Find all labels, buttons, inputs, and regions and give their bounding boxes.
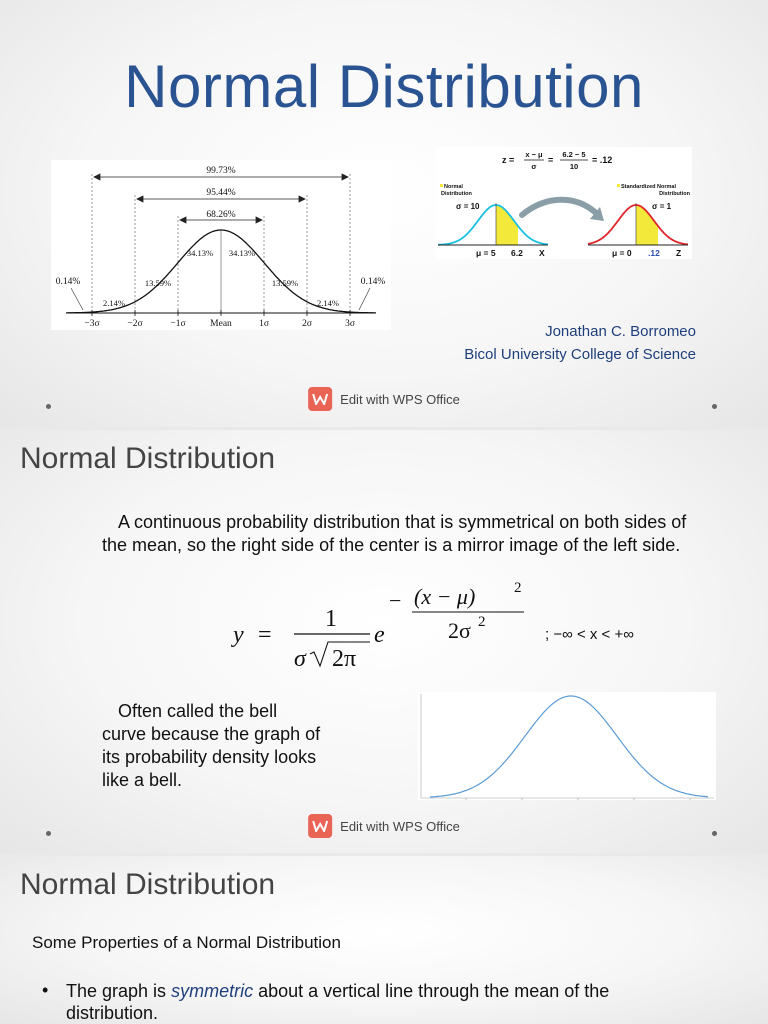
bell-curve-text: Often called the bell curve because the graph of its probability density looks like a bell.: [102, 701, 321, 790]
right-value-label: .12: [648, 248, 660, 258]
z-formula-frac1-bottom: σ: [531, 162, 537, 171]
formula-denominator-sigma: σ: [294, 646, 306, 668]
slide-dot-left: [46, 404, 51, 409]
z-formula-frac1-top: x − μ: [525, 150, 543, 159]
wps-watermark[interactable]: [308, 814, 460, 838]
properties-subheading: Some Properties of a Normal Distribution: [32, 933, 341, 952]
slide-dot-right: [712, 404, 717, 409]
bracket-label-68-26: 68.26%: [206, 210, 236, 220]
formula-exp-denominator: 2σ: [448, 618, 471, 643]
slide-definition: [0, 430, 768, 853]
formula-exp-num-power: 2: [514, 580, 522, 596]
bullet-text-post: about a vertical line through the mean of the distribution.: [66, 981, 610, 1023]
standardized-legend-line2: Distribution: [659, 191, 690, 197]
slide-properties: [0, 856, 768, 1024]
wps-logo-icon: [308, 814, 332, 838]
right-mu-label: μ = 0: [612, 248, 632, 258]
formula-denominator-radicand: 2π: [332, 646, 357, 668]
area-label-2-14-right: 2.14%: [317, 298, 339, 308]
slide-title-heading: Normal Distribution: [124, 53, 644, 120]
author-block: [464, 320, 696, 366]
formula-numerator: 1: [325, 606, 337, 632]
bracket-label-95-44: 95.44%: [206, 188, 236, 198]
formula-lhs: y: [233, 622, 244, 648]
slide-dot-left: [46, 831, 51, 836]
author-affiliation: Bicol University College of Science: [464, 346, 696, 363]
z-formula-frac2-top: 6.2 − 5: [562, 150, 586, 159]
wps-logo-icon: [308, 387, 332, 411]
bullet-text-pre: The graph is: [66, 981, 167, 1001]
formula-base: e: [374, 622, 385, 648]
bell-curve-line: [430, 696, 708, 797]
left-value-label: 6.2: [511, 248, 523, 258]
bell-curve-plot: [418, 692, 716, 800]
normal-legend-line1: Normal: [444, 184, 463, 190]
axis-tick-2-sigma: 2σ: [302, 319, 312, 329]
axis-tick-minus-2-sigma: −2σ: [127, 319, 143, 329]
area-label-34-13-left: 34.13%: [186, 248, 214, 258]
transform-arrow-icon: [522, 200, 596, 215]
normal-legend-line2: Distribution: [441, 191, 472, 197]
area-label-13-59-left: 13.59%: [144, 278, 172, 288]
z-formula-frac2-bottom: 10: [569, 162, 579, 171]
left-sigma-label: σ = 10: [456, 202, 480, 211]
area-label-34-13-right: 34.13%: [228, 248, 256, 258]
right-axis-label: Z: [676, 248, 682, 258]
author-name: Jonathan C. Borromeo: [545, 323, 696, 340]
wps-watermark-label: Edit with WPS Office: [340, 391, 460, 407]
right-sigma-label: σ = 1: [652, 202, 672, 211]
formula-exp-den-power: 2: [478, 614, 486, 630]
wps-watermark[interactable]: [308, 387, 460, 411]
axis-tick-minus-1-sigma: −1σ: [170, 319, 186, 329]
bullet-icon: •: [42, 980, 49, 1000]
bracket-label-99-73: 99.73%: [206, 166, 236, 176]
formula-exp-minus: −: [389, 588, 402, 613]
axis-tick-1-sigma: 1σ: [259, 319, 269, 329]
formula-equals: =: [258, 622, 272, 648]
standardization-figure: [436, 147, 692, 259]
area-label-0-14-left: 0.14%: [55, 277, 81, 287]
z-formula-equals: =: [548, 155, 554, 165]
left-axis-label: X: [539, 248, 545, 258]
wps-watermark-label: Edit with WPS Office: [340, 818, 460, 834]
slide-heading: Normal Distribution: [20, 442, 276, 475]
area-label-0-14-right: 0.14%: [360, 277, 386, 287]
axis-tick-mean: Mean: [210, 319, 232, 329]
area-label-2-14-left: 2.14%: [103, 298, 125, 308]
z-formula-label: z =: [502, 155, 515, 165]
standardized-legend-line1: Standardized Normal: [621, 184, 677, 190]
bullet-text-emphasis: symmetric: [171, 981, 254, 1001]
bell-curve-description: [102, 700, 322, 792]
axis-tick-minus-3-sigma: −3σ: [84, 319, 100, 329]
property-bullet-symmetric: [66, 980, 706, 1024]
definition-text: A continuous probability distribution that is symmetrical on both sides of the mean, so the right side of the center is a mirror image of the left side.: [102, 512, 687, 555]
area-label-13-59-right: 13.59%: [271, 278, 299, 288]
z-formula-result: = .12: [592, 155, 613, 165]
left-mu-label: μ = 5: [476, 248, 496, 258]
formula-exp-numerator: (x − μ): [414, 584, 476, 609]
slide-heading: Normal Distribution: [20, 868, 276, 901]
slide-title: [0, 0, 768, 427]
normal-pdf-formula: [228, 578, 538, 668]
formula-domain: ; −∞ < x < +∞: [545, 626, 634, 643]
empirical-rule-figure: [51, 160, 391, 330]
axis-tick-3-sigma: 3σ: [345, 319, 355, 329]
slide-dot-right: [712, 831, 717, 836]
